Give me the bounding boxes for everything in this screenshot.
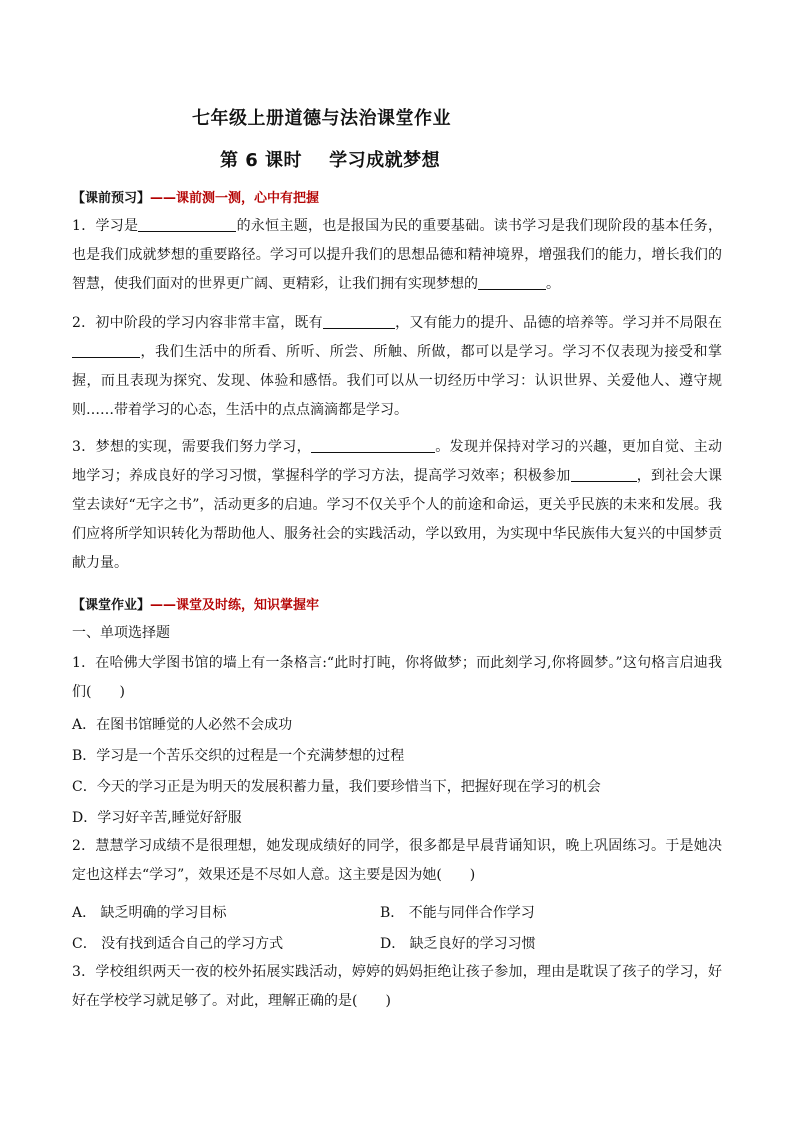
question-2-option-c[interactable]: C． 没有找到适合自己的学习方式 [72,936,284,952]
question-1-stem: 1．在哈佛大学图书馆的墙上有一条格言:“此时打盹，你将做梦；而此刻学习,你将圆梦。”这句格言启迪我们( ) [72,655,722,700]
preview-item-2-text-b: ，又有能力的提升、品德的培养等。学习并不局限在 [394,315,723,331]
fill-blank[interactable] [138,215,236,232]
classwork-subtitle: ——课堂及时练，知识掌握牢 [150,598,320,613]
question-2-option-d[interactable]: D． 缺乏良好的学习习惯 [380,936,536,952]
preview-item-1-text-b: 的永恒主题，也是报国为民的重要基础。读书学习是我们现阶段的基本任务，也是我们成就梦想的重要路径。学习可以提升我们的思想品德和精神境界，增强我们的能力，增长我们的智慧，使我们面对的世界更广阔、更精彩，让我们拥有实现梦想的 [72,218,722,292]
preview-item-1-text-a: 1．学习是 [72,218,139,234]
question-1-option-b[interactable]: B．学习是一个苦乐交织的过程是一个充满梦想的过程 [72,748,405,764]
question-2-stem: 2．慧慧学习成绩不是很理想，她发现成绩好的同学，很多都是早晨背诵知识，晚上巩固练习。于是她决定也这样去“学习”，效果还是不尽如人意。这主要是因为她( ) [72,838,722,883]
fill-blank[interactable] [478,273,546,290]
question-1-option-d[interactable]: D．学习好辛苦,睡觉好舒服 [72,810,242,826]
preview-item-2 [72,309,722,425]
preview-tag: 【课前预习】 [72,191,151,206]
preview-item-1 [72,212,722,299]
classwork-section-heading [72,594,319,613]
question-2-option-b[interactable]: B． 不能与同伴合作学习 [380,905,535,921]
preview-item-1-text-c: 。 [546,276,560,292]
fill-blank[interactable] [72,341,140,358]
fill-blank[interactable] [571,465,637,482]
question-type-heading: 一、单项选择题 [72,625,170,641]
preview-section-heading [72,187,319,206]
preview-subtitle: ——课前测一测，心中有把握 [150,191,320,206]
question-1-option-c[interactable]: C．今天的学习正是为明天的发展积蓄力量，我们要珍惜当下，把握好现在学习的机会 [72,779,601,795]
preview-item-2-text-a: 2．初中阶段的学习内容非常丰富，既有 [72,315,323,331]
preview-item-3 [72,433,722,578]
question-1-option-a[interactable]: A．在图书馆睡觉的人必然不会成功 [72,717,293,733]
preview-item-3-text-c: ，到社会大课堂去读好“无字之书”，活动更多的启迪。学习不仅关乎个人的前途和命运，更关乎民族的未来和发展。我们应将所学知识转化为帮助他人、服务社会的实践活动，学以致用，为实现中华民族伟大复兴的中国梦贡献力量。 [72,468,723,571]
lesson-title: 第 6 课时 学习成就梦想 [220,150,441,171]
preview-item-3-text-b: 。发现并保持对学习的兴趣，更加自觉、主动地学习；养成良好的学习习惯，掌握科学的学习方法，提高学习效率；积极参加 [72,439,723,484]
question-3-stem: 3．学校组织两天一夜的校外拓展实践活动，婷婷的妈妈拒绝让孩子参加，理由是耽误了孩子的学习，好好在学校学习就足够了。对此，理解正确的是( ) [72,964,722,1009]
fill-blank[interactable] [311,436,435,453]
preview-item-3-text-a: 3．梦想的实现，需要我们努力学习， [72,439,311,455]
worksheet-title: 七年级上册道德与法治课堂作业 [192,108,451,129]
question-2-option-a[interactable]: A． 缺乏明确的学习目标 [72,905,227,921]
fill-blank[interactable] [323,312,395,329]
preview-item-2-text-c: ，我们生活中的所看、所听、所尝、所触、所做，都可以是学习。学习不仅表现为接受和掌握，而且表现为探究、发现、体验和感悟。我们可以从一切经历中学习：认识世界、关爱他人、遵守规则……带着学习的心态，生活中的点点滴滴都是学习。 [72,344,722,418]
classwork-tag: 【课堂作业】 [72,598,151,613]
